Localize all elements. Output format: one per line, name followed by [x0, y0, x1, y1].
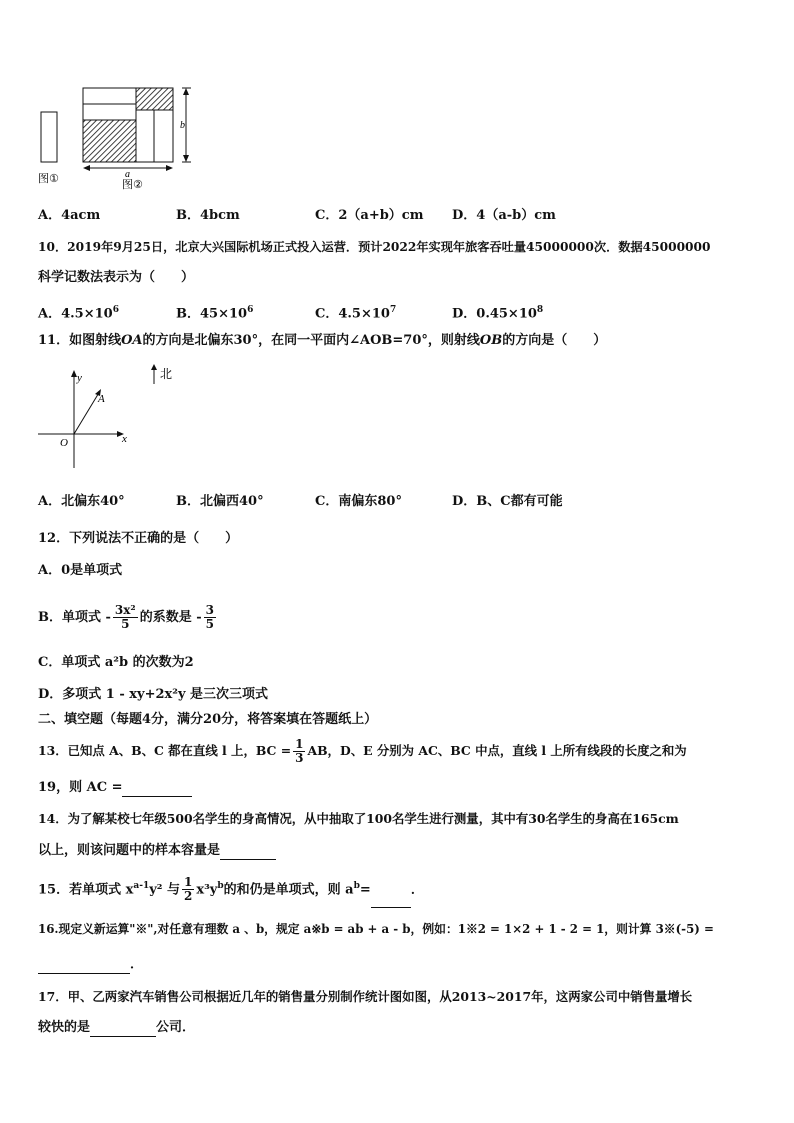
fraction-3x2-over-5: $\frac{\text{3x²}}{5}$: [114, 603, 136, 631]
dim-b-label: b: [180, 120, 185, 131]
q15-answer-blank[interactable]: [371, 893, 411, 908]
q12-option-b: B．单项式 - $\frac{\text{3x²}}{5}$ 的系数是 - $\frac{3}{5}$: [38, 603, 214, 631]
q11-option-a: A．北偏东40°: [38, 494, 125, 509]
q9-figure: [36, 84, 206, 194]
axis-y-label: y: [77, 372, 82, 384]
fraction-1-over-2: $\frac{1}{2}$: [184, 875, 193, 904]
q10-stem-line2: 科学记数法表示为（ ）: [38, 270, 195, 285]
fraction-1-over-3: $\frac{1}{3}$: [295, 737, 304, 765]
q12-option-d: D．多项式 1 - xy+2x²y 是三次三项式: [38, 687, 269, 702]
q14-line1: 14．为了解某校七年级500名学生的身高情况，从中抽取了100名学生进行测量，其中有30名学生的身高在165cm: [38, 811, 679, 826]
q10-option-c: C．$4.5\times 10^7$: [315, 305, 397, 322]
q13-answer-blank[interactable]: [122, 782, 192, 797]
q11-option-b: B．北偏西40°: [176, 494, 264, 509]
q13-line2: 19，则 AC =: [38, 779, 192, 797]
q9-option-b: B．4bcm: [176, 208, 240, 223]
q10-stem-line1: 10．2019年9月25日，北京大兴国际机场正式投入运营．预计2022年实现年旅客吞吐量45000000次．数据45000000: [38, 240, 711, 254]
q14-answer-blank[interactable]: [220, 845, 276, 860]
fig2-hatched-left: [83, 120, 136, 162]
q9-option-d: D．4（a-b）cm: [452, 208, 556, 223]
q11-option-d: D．B、C都有可能: [452, 494, 563, 509]
q13-line1: 13．已知点 A、B、C 都在直线 l 上，BC = $\frac{1}{3}$ AB，D、E 分别为 AC、BC 中点，直线 l 上所有线段的长度之和为: [38, 737, 687, 765]
q12-option-c: C．单项式 a²b 的次数为2: [38, 655, 194, 670]
q16-answer-blank[interactable]: [38, 959, 130, 974]
q16-line2: ．: [38, 956, 143, 974]
origin-label: O: [60, 437, 68, 449]
q16-line1: 16.现定义新运算"※",对任意有理数 a 、b，规定 a※b = ab + a - b，例如：1※2 = 1×2 + 1 - 2 = 1，则计算 3※(-5) =: [38, 922, 714, 936]
q15-line: 15．若单项式 $x^{a-1}y^2$ 与 $\frac{1}{2}$ $x^3y^b$的和仍是单项式，则 $a^b=$ ．: [38, 868, 424, 908]
q12-option-a: A．0是单项式: [38, 563, 123, 578]
q17-line1: 17．甲、乙两家汽车销售公司根据近几年的销售量分别制作统计图如图，从2013~2017年，这两家公司中销售量增长: [38, 989, 693, 1004]
q17-answer-blank[interactable]: [90, 1022, 156, 1037]
q9-option-a: A．4acm: [38, 208, 101, 223]
fig1-label: 图①: [38, 172, 59, 185]
fraction-3-over-5: $\frac{3}{5}$: [205, 603, 214, 631]
dim-a-label: a: [125, 169, 130, 180]
q17-line2: 较快的是 公司．: [38, 1020, 196, 1035]
q11-stem: 11．如图射线OA的方向是北偏东30°，在同一平面内∠AOB=70°，则射线OB的方向是（ ）: [38, 333, 607, 348]
axis-x-label: x: [122, 433, 127, 445]
q11-option-c: C．南偏东80°: [315, 494, 402, 509]
point-a-label: A: [98, 393, 105, 405]
q14-line2: 以上，则该问题中的样本容量是: [38, 842, 276, 860]
q11-figure: [36, 362, 196, 474]
fig2-label: 图②: [122, 178, 143, 191]
q9-option-c: C．2（a+b）cm: [315, 208, 424, 223]
q12-stem: 12．下列说法不正确的是（ ）: [38, 531, 239, 546]
ray-oa: [74, 391, 100, 434]
north-label: 北: [160, 367, 173, 381]
section-2-heading: 二、填空题（每题4分，满分20分，将答案填在答题纸上）: [38, 712, 378, 727]
fig2-hatched-top: [136, 88, 173, 110]
fig1-rectangle: [41, 112, 57, 162]
q10-option-a: A．$4.5\times 10^6$: [38, 305, 119, 322]
q10-option-d: D．$0.45\times 10^8$: [452, 305, 544, 322]
q10-option-b: B．$45\times 10^6$: [176, 305, 254, 322]
